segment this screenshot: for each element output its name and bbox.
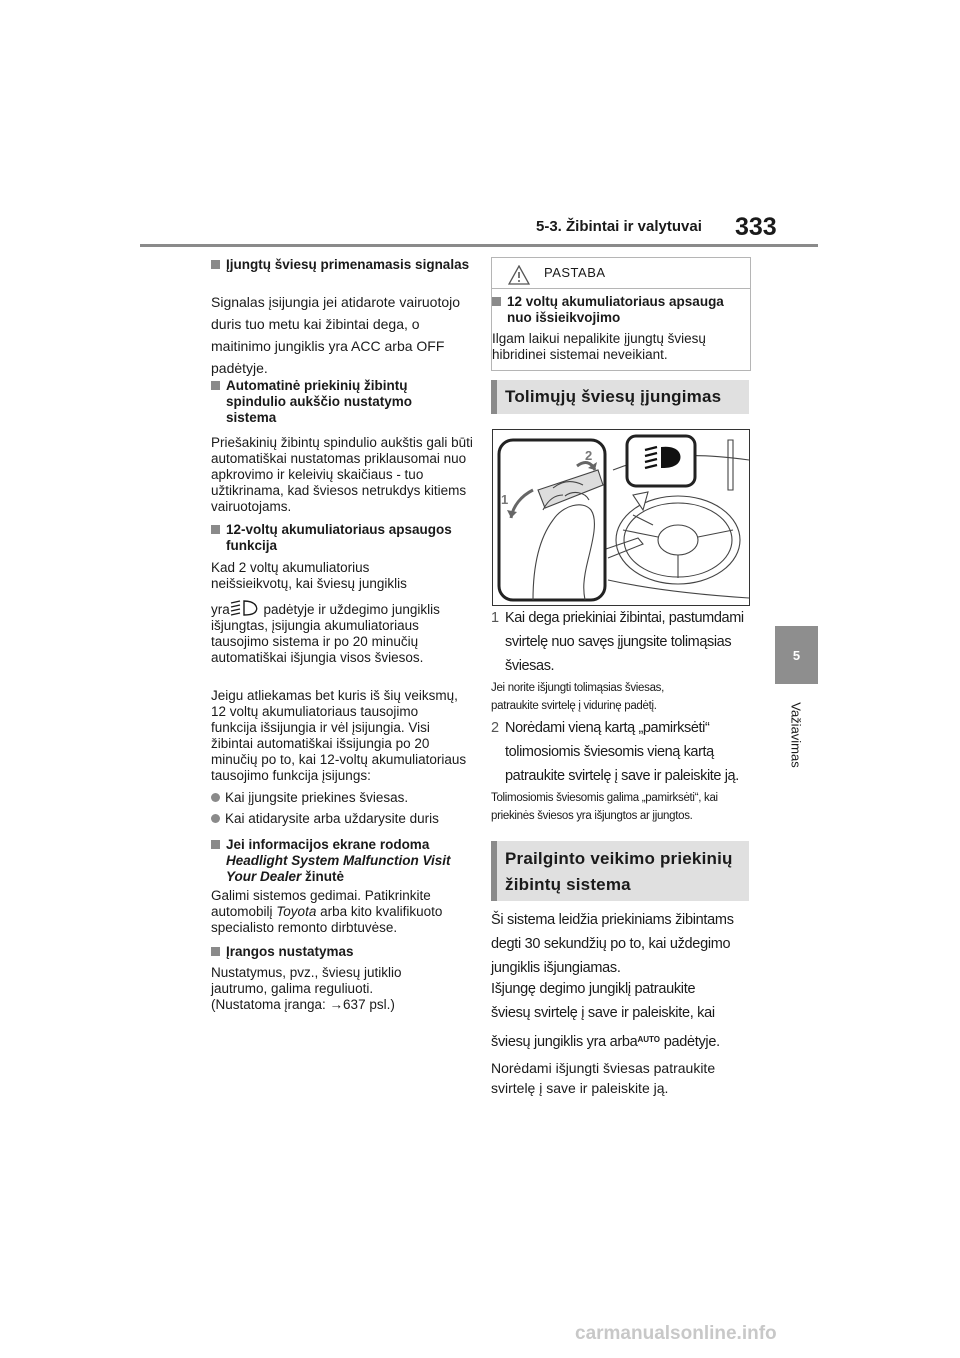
heading-malfunction-msg (211, 837, 484, 885)
para-extended-a: Išjungę degimo jungiklį patraukite šviesų svirtelę į save ir paleiskite, kai (491, 981, 715, 1021)
chapter-label-box (773, 690, 819, 780)
para-extended-intro: Ši sistema leidžia priekiniams žibintams degti 30 sekundžių po to, kai uždegimo jungiklis išjungiamas. (491, 912, 734, 976)
section-title-high-beam: Tolimųjų šviesų įjungimas (505, 387, 722, 406)
heading-text: žinutė (301, 869, 345, 884)
lever-illustration (492, 429, 750, 606)
para-malfunction (211, 888, 471, 936)
section-title: 5-3. Žibintai ir valytuvai (536, 218, 702, 235)
para-customization: Nustatymus, pvz., šviesų jutiklio jautrumo, galima reguliuoti. (211, 965, 402, 996)
heading-leveling: Automatinė priekinių žibintų spindulio aukščio nustatymo sistema (211, 378, 466, 426)
chapter-number: 5 (792, 647, 801, 663)
auto-icon: AUTO (637, 1035, 660, 1044)
brand-name: Toyota (276, 904, 317, 919)
callout-2: 2 (585, 448, 593, 463)
step-text: Norėdami vieną kartą „pamirksėti“ tolimosiomis šviesomis vieną kartą patraukite svirtelę į save ir paleiskite ją. (505, 720, 739, 784)
para-customization-ref: (Nustatoma įranga: →637 psl.) (211, 997, 395, 1012)
notice-label: PASTABA (544, 265, 606, 280)
para-extended-off: Norėdami išjungti šviesas patraukite svirtelę į save ir paleiskite ją. (491, 1060, 716, 1096)
message-text: Headlight System Malfunction Visit Your Dealer (226, 853, 451, 884)
para-text: padėtyje. (659, 1034, 720, 1050)
step-number: 1 (491, 610, 499, 626)
para-extended-b (491, 1028, 749, 1054)
para-text: Galimi sistemos gedimai. Patikrinkite automobilį (211, 888, 431, 919)
watermark: carmanualsonline.info (575, 1323, 777, 1344)
heading-text: Jei informacijos ekrane rodoma (226, 837, 430, 852)
para-text: šviesų jungiklis yra arba (491, 1034, 638, 1050)
para-leveling: Priešakinių žibintų spindulio aukštis gali būti automatiškai nustatomas priklausomai nuo apkrovimo ir keleivių skaičiaus - tuo užtikrinama, kad šviesos netrukdys kitiems vairuotojams. (211, 435, 473, 514)
step-1-note: Jei norite išjungti tolimąsias šviesas, patraukite svirtelę į vidurinę padėtį. (491, 682, 665, 712)
para-text: yra (211, 602, 230, 617)
para-lights-reminder: Signalas įsijungia jei atidarote vairuotojo duris tuo metu kai žibintai dega, o maitinimo jungiklis yra ACC arba OFF padėtyje. (211, 294, 461, 376)
para-text: arba kito kvalifikuoto specialisto remonto dirbtuvėse. (211, 904, 443, 935)
para-battery-saver-c: Jeigu atliekamas bet kuris iš šių veiksmų, 12 voltų akumuliatoriaus tausojimo funkcija išsijungia ir vėl įsijungia. Visi žibintai automatiškai išsijungia po 20 minučių po to, kai 12-voltų akumuliatoriaus tausojimo funkcija įsijungs: (211, 688, 467, 783)
para-battery-saver-b (211, 600, 473, 666)
notice-text: Ilgam laikui nepalikite įjungtų šviesų hibridinei sistemai neveikiant. (492, 331, 706, 362)
section-title-line1: Prailginto veikimo priekinių (505, 849, 733, 868)
chapter-label: Važiavimas (788, 702, 804, 768)
notice-header (492, 258, 750, 289)
header-rule (140, 244, 818, 247)
section-high-beam (491, 380, 749, 414)
lever-drawing (493, 430, 749, 605)
section-extended-headlights (491, 841, 749, 901)
callout-1: 1 (501, 492, 509, 507)
notice-heading: 12 voltų akumuliatoriaus apsauga nuo išsieikvojimo (492, 294, 727, 326)
notice-box (491, 257, 751, 371)
bullet-doors: Kai atidarysite arba uždarysite duris (211, 811, 487, 827)
step-2 (491, 716, 763, 788)
step-text: Kai dega priekiniai žibintai, pastumdami svirtelę nuo savęs įjungsite tolimąsias šviesas. (505, 610, 744, 674)
para-battery-saver-a: Kad 2 voltų akumuliatorius neišsieikvotų, kai šviesų jungiklis (211, 560, 407, 591)
heading-lights-reminder: Įjungtų šviesų primenamasis signalas (211, 257, 473, 273)
warning-icon (508, 265, 530, 285)
heading-customization: Įrangos nustatymas (211, 944, 466, 960)
para-text: padėtyje ir uždegimo jungiklis išjungtas, įsijungia akumuliatoriaus tausojimo sistema ir po 20 minučių automatiškai išjungia visos šviesos. (211, 602, 440, 665)
section-title-line2: žibintų sistema (505, 875, 631, 894)
bullet-headlights-on: Kai įjungsite priekines šviesas. (211, 790, 487, 806)
headlight-icon (230, 600, 260, 616)
step-number: 2 (491, 720, 499, 736)
step-2-note: Tolimosiomis šviesomis galima „pamirksėti“, kai priekinės šviesos yra išjungtos ar įjungtos. (491, 792, 718, 822)
heading-battery-saver: 12-voltų akumuliatoriaus apsaugos funkcija (211, 522, 482, 554)
chapter-tab (775, 626, 818, 684)
step-1 (491, 606, 755, 678)
page-number: 333 (735, 213, 777, 241)
